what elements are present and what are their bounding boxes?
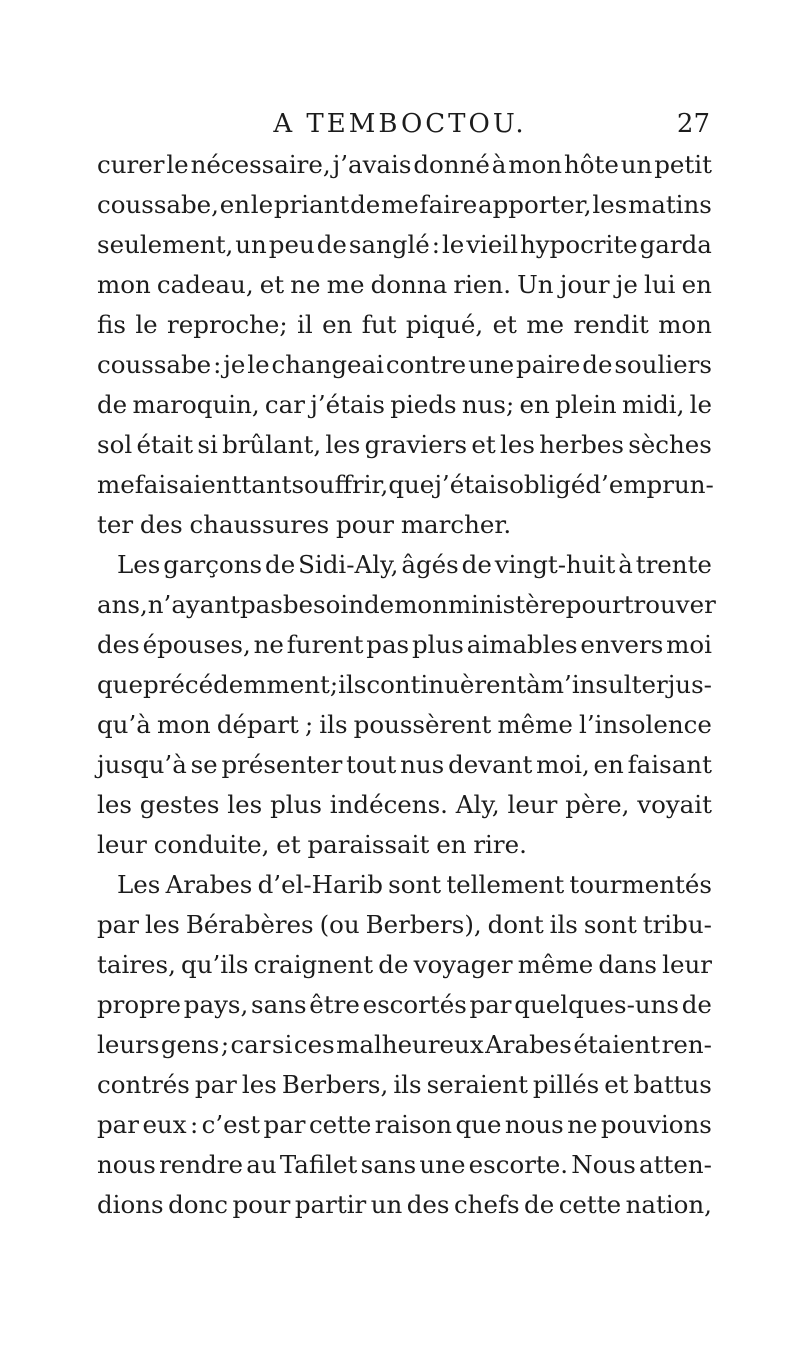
word: Aly, [455, 790, 500, 819]
text-line [97, 985, 712, 1025]
word: tourmentés [569, 870, 712, 899]
word: trente [635, 550, 712, 579]
word: Arabes [485, 1030, 572, 1059]
word: jus- [667, 670, 712, 699]
word: ter [97, 510, 134, 539]
word: une [468, 350, 515, 379]
running-head [0, 104, 800, 144]
word: propre [97, 990, 182, 1019]
word: changeai [271, 350, 384, 379]
text-line [97, 745, 712, 785]
word: épouses, [142, 630, 251, 659]
word: jusqu’à [97, 750, 187, 779]
word: leur [662, 950, 712, 979]
word: marcher. [400, 510, 512, 539]
word: de [524, 1190, 555, 1219]
word: à [526, 670, 541, 699]
word: ; [220, 1030, 230, 1059]
word: le [689, 390, 712, 419]
word: les [325, 430, 361, 459]
word: pouvions [600, 1110, 712, 1139]
word: ils [319, 710, 348, 739]
word: les [592, 190, 628, 219]
word: gestes [139, 790, 220, 819]
word: cette [558, 1190, 622, 1219]
word: envers [580, 630, 664, 659]
text-line [97, 345, 712, 385]
word: rien. [453, 270, 511, 299]
word: ces [293, 1030, 335, 1059]
word: pour [232, 1190, 291, 1219]
word: hypocrite [520, 230, 638, 259]
word: les [97, 790, 132, 819]
word: nus [400, 750, 445, 779]
word: des [406, 1190, 450, 1219]
word: Berbers), [365, 910, 482, 939]
word: contrés [97, 1070, 190, 1099]
word: hôte [563, 150, 619, 179]
word: ren- [661, 1030, 712, 1059]
word: ans, [97, 590, 148, 619]
word: sol [97, 430, 133, 459]
word: devant [448, 750, 533, 779]
word: que [97, 670, 143, 699]
word: tant [241, 470, 292, 499]
word: départ [216, 710, 299, 739]
word: sont [583, 910, 637, 939]
word: qu’ils [181, 950, 249, 979]
word: craignent [253, 950, 374, 979]
word: cadeau, [156, 270, 254, 299]
word: dont [487, 910, 544, 939]
text-line [97, 1065, 712, 1105]
word: Arabes [165, 870, 253, 899]
word: ne [290, 270, 321, 299]
word: plein [555, 390, 617, 419]
text-line [97, 705, 712, 745]
word: il [297, 310, 313, 339]
word: sanglé [348, 230, 430, 259]
word: une [419, 1150, 466, 1179]
word: ne [253, 630, 284, 659]
word: Tafilet [279, 1150, 358, 1179]
word: et [276, 830, 301, 859]
word: de [582, 350, 613, 379]
word: cette [308, 1110, 372, 1139]
word: de [97, 390, 128, 419]
word: midi, [622, 390, 685, 419]
word: en [436, 830, 467, 859]
text-line [97, 945, 712, 985]
word: le [166, 150, 189, 179]
word: j’étais [310, 390, 385, 419]
word: coussabe, [97, 190, 219, 219]
word: présenter [221, 750, 343, 779]
word: pas [240, 590, 283, 619]
word: garda [639, 230, 712, 259]
text-line [97, 1145, 712, 1185]
word: qu’à [97, 710, 151, 739]
word: (ou [319, 910, 360, 939]
word: car [230, 1030, 271, 1059]
word: par [97, 1110, 140, 1139]
text-line [97, 1185, 712, 1225]
text-line [97, 305, 712, 345]
text-line [97, 545, 712, 585]
word: rendit [573, 310, 649, 339]
word: leurs [97, 1030, 160, 1059]
word: pour [565, 590, 624, 619]
word: que [455, 1110, 502, 1139]
word: curer [97, 150, 165, 179]
word: j’étais [434, 470, 510, 499]
word: trouver [623, 590, 716, 619]
word: en [322, 310, 353, 339]
word: herbes [539, 430, 624, 459]
word: en [519, 390, 550, 419]
word: moi, [536, 750, 590, 779]
word: matins [628, 190, 712, 219]
word: escorte. [468, 1150, 569, 1179]
word: Les [117, 870, 161, 899]
word: et [492, 310, 517, 339]
word: je [223, 350, 246, 379]
word: d’emprun- [585, 470, 714, 499]
word: d’el-Harib [257, 870, 383, 899]
word: me [97, 470, 135, 499]
word: le [135, 310, 158, 339]
word: mon [394, 590, 448, 619]
word: brûlant, [222, 430, 322, 459]
word: par [97, 910, 140, 939]
word: raison [374, 1110, 453, 1139]
text-line [97, 825, 712, 865]
word: ; [304, 710, 314, 739]
word: Sidi-Aly, [298, 550, 399, 579]
word: escortés [362, 990, 467, 1019]
word: j’avais [332, 150, 412, 179]
word: faisant [627, 750, 712, 779]
word: un [370, 1190, 403, 1219]
word: donné [413, 150, 490, 179]
word: conduite, [153, 830, 270, 859]
word: de [378, 950, 409, 979]
text-line [97, 785, 712, 825]
word: seraient [426, 1070, 528, 1099]
word: des [97, 630, 140, 659]
word: mon [97, 270, 151, 299]
word: sèches [628, 430, 712, 459]
word: par [263, 1110, 306, 1139]
word: à [491, 150, 507, 179]
word: paraissait [307, 830, 430, 859]
word: aimables [466, 630, 578, 659]
word: ne [567, 1110, 598, 1139]
word: ils [338, 670, 367, 699]
word: plus [270, 790, 322, 819]
word: et [604, 1070, 629, 1099]
word: même [517, 950, 594, 979]
word: si [272, 1030, 293, 1059]
word: pillés [532, 1070, 600, 1099]
word: furent [286, 630, 364, 659]
word: de [461, 550, 492, 579]
word: le [441, 230, 465, 259]
word: souffrir, [291, 470, 389, 499]
word: ils [549, 910, 578, 939]
word: me [326, 270, 365, 299]
word: fut [361, 310, 397, 339]
word: piqué, [405, 310, 484, 339]
word: poussèrent [353, 710, 492, 739]
word: Berbers, [281, 1070, 389, 1099]
word: les [144, 910, 180, 939]
text-line [97, 665, 712, 705]
word: leur [97, 830, 147, 859]
word: donc [168, 1190, 229, 1219]
word: et [259, 270, 285, 299]
word: Un [517, 270, 554, 299]
word: taires, [97, 950, 176, 979]
word: graviers [364, 430, 468, 459]
word: en [219, 190, 251, 219]
text-line [97, 585, 716, 625]
word: un [235, 230, 267, 259]
word: étaient [573, 1030, 661, 1059]
word: que [388, 470, 435, 499]
word: voyait [637, 790, 712, 819]
word: plus [411, 630, 464, 659]
word: moi [666, 630, 712, 659]
word: seulement, [97, 230, 234, 259]
word: jour [559, 270, 610, 299]
word: nous [97, 1150, 156, 1179]
word: père, [565, 790, 630, 819]
word: tribu- [642, 910, 712, 939]
word: voyager [413, 950, 513, 979]
word: paire [516, 350, 581, 379]
word: vingt-huit [494, 550, 616, 579]
word: battus [633, 1070, 712, 1099]
word: les [227, 790, 263, 819]
word: m’insulter [540, 670, 668, 699]
word: chaussures [189, 510, 330, 539]
word: nous [504, 1110, 564, 1139]
word: même [497, 710, 573, 739]
text-line [97, 625, 712, 665]
word: faisaient [134, 470, 242, 499]
word: en [681, 270, 712, 299]
page-number: 27 [676, 109, 710, 139]
word: de [364, 590, 395, 619]
word: sans [251, 990, 307, 1019]
word: : [431, 230, 440, 259]
running-title: A TEMBOCTOU. [273, 109, 527, 139]
word: de [681, 990, 712, 1019]
word: de [350, 190, 381, 219]
text-line [97, 465, 712, 505]
word: me [526, 310, 565, 339]
text-line [97, 1025, 712, 1065]
word: souliers [614, 350, 712, 379]
word: au [246, 1150, 277, 1179]
word: garçons [163, 550, 263, 579]
word: faire [419, 190, 478, 219]
word: pour [336, 510, 394, 539]
text-line [97, 265, 712, 305]
word: rire. [473, 830, 527, 859]
text-line [97, 385, 712, 425]
word: sans [360, 1150, 417, 1179]
word: nécessaire, [190, 150, 331, 179]
word: par [469, 990, 512, 1019]
word: continuèrent [366, 670, 527, 699]
text-line [97, 185, 712, 225]
word: obligé [509, 470, 586, 499]
word: Nous [571, 1150, 636, 1179]
word: car [264, 390, 305, 419]
word: les [499, 430, 535, 459]
word: priant [273, 190, 350, 219]
word: coussabe [97, 350, 212, 379]
word: de [316, 230, 347, 259]
word: contre [385, 350, 467, 379]
word: pays, [183, 990, 249, 1019]
word: je [615, 270, 638, 299]
word: le [247, 350, 270, 379]
word: vieil [466, 230, 519, 259]
word: mon [658, 310, 712, 339]
word: me [381, 190, 419, 219]
word: ministère [447, 590, 566, 619]
word: reproche; [167, 310, 288, 339]
word: atten- [639, 1150, 712, 1179]
word: besoin [282, 590, 364, 619]
word: chefs [453, 1190, 520, 1219]
word: Bérabères [185, 910, 314, 939]
word: rendre [159, 1150, 243, 1179]
word: nation, [625, 1190, 712, 1219]
word: donna [370, 270, 448, 299]
word: dions [97, 1190, 164, 1219]
word: maroquin, [132, 390, 260, 419]
word: sont [388, 870, 442, 899]
word: des [139, 510, 183, 539]
word: en [593, 750, 624, 779]
text-line [97, 145, 712, 185]
text-line [97, 905, 712, 945]
word: malheureux [336, 1030, 484, 1059]
word: : [213, 350, 222, 379]
word: c’est [201, 1110, 261, 1139]
word: à [618, 550, 633, 579]
text-line [97, 865, 712, 905]
word: était [136, 430, 194, 459]
word: mon [508, 150, 563, 179]
word: tout [346, 750, 397, 779]
text-line [97, 425, 712, 465]
word: indécens. [329, 790, 448, 819]
word: se [190, 750, 218, 779]
word: partir [294, 1190, 367, 1219]
word: pas [366, 630, 410, 659]
word: un [620, 150, 653, 179]
word: par [194, 1070, 237, 1099]
word: gens [160, 1030, 220, 1059]
word: quelques-uns [514, 990, 680, 1019]
word: de [265, 550, 296, 579]
word: petit [654, 150, 712, 179]
text-line [97, 225, 712, 265]
word: mon [156, 710, 211, 739]
word: : [189, 1110, 199, 1139]
word: nus; [461, 390, 515, 419]
word: fis [97, 310, 126, 339]
text-line [97, 1105, 712, 1145]
word: si [197, 430, 218, 459]
word: précédemment; [142, 670, 339, 699]
word: eux [142, 1110, 187, 1139]
word: et [471, 430, 496, 459]
word: tellement [446, 870, 565, 899]
body-text [97, 145, 716, 1225]
word: apporter, [477, 190, 592, 219]
word: pieds [390, 390, 457, 419]
word: le [250, 190, 274, 219]
word: les [241, 1070, 277, 1099]
word: leur [507, 790, 558, 819]
word: peu [268, 230, 315, 259]
word: n’ayant [147, 590, 240, 619]
word: lui [644, 270, 676, 299]
word: âgés [401, 550, 459, 579]
word: être [309, 990, 360, 1019]
word: Les [117, 550, 161, 579]
word: ils [393, 1070, 422, 1099]
word: dans [598, 950, 658, 979]
word: l’insolence [579, 710, 712, 739]
text-line [97, 505, 712, 545]
